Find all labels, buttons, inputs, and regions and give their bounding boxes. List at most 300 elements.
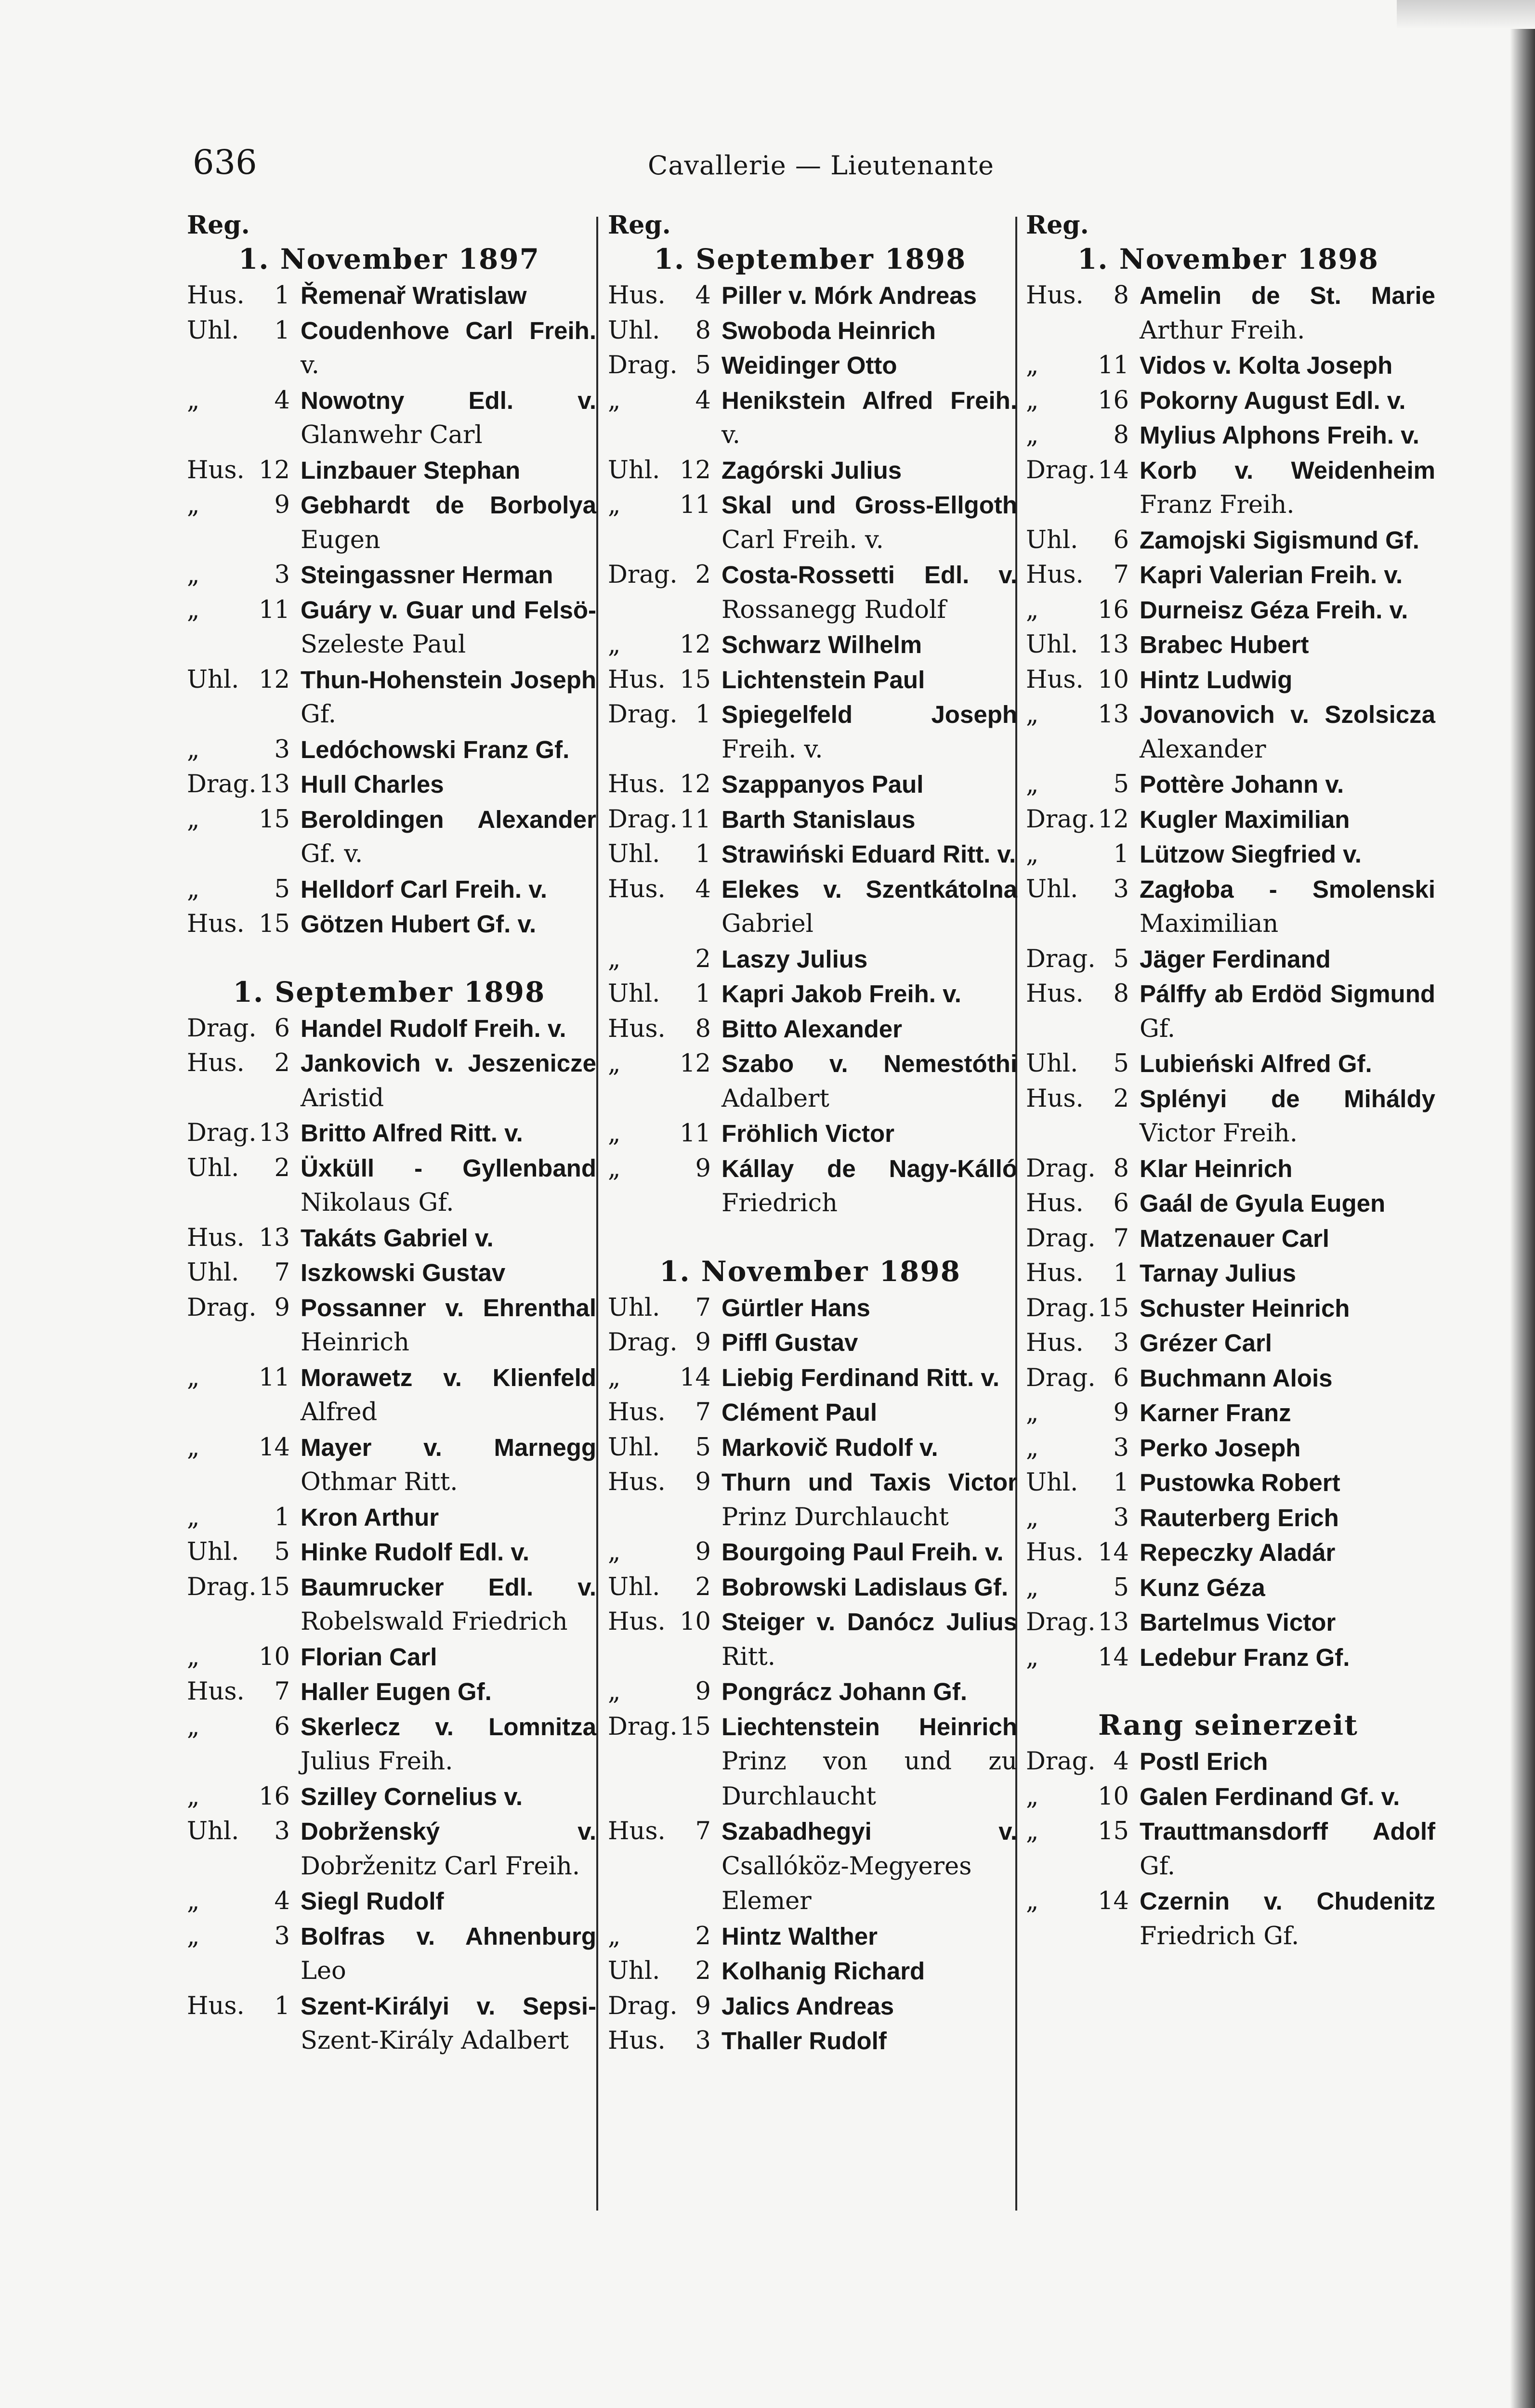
regiment-type: Uhl. bbox=[1026, 630, 1078, 659]
officer-name-text: Strawiński Eduard Ritt. v. bbox=[722, 840, 1016, 868]
regiment-number: 13 bbox=[1098, 630, 1129, 659]
officer-entry bbox=[608, 383, 1017, 453]
officer-name bbox=[722, 1814, 1017, 1919]
officer-entry bbox=[187, 1535, 596, 1570]
officer-entry bbox=[1026, 802, 1435, 838]
officer-name-text: Tarnay Julius bbox=[1140, 1259, 1297, 1287]
regiment-type: Hus. bbox=[608, 1468, 666, 1496]
officer-entry bbox=[1026, 1814, 1435, 1884]
regiment-type: Hus. bbox=[187, 456, 245, 484]
officer-name-text: Baumrucker Edl. v. Robelswald Friedrich bbox=[301, 1573, 596, 1636]
officer-name bbox=[722, 977, 1017, 1012]
officer-name-text: Lubieński Alfred Gf. bbox=[1140, 1050, 1372, 1077]
officer-name-text: Hinke Rudolf Edl. v. bbox=[301, 1538, 530, 1566]
regiment-type: „ bbox=[608, 1677, 621, 1706]
officer-name bbox=[1140, 278, 1435, 348]
officer-name-text: Liebig Ferdinand Ritt. v. bbox=[722, 1363, 1000, 1391]
officer-entry bbox=[187, 872, 596, 907]
officer-entry bbox=[187, 1116, 596, 1151]
officer-entry bbox=[187, 1640, 596, 1675]
officer-name bbox=[301, 872, 596, 907]
officer-name bbox=[301, 1570, 596, 1640]
regiment-number: 16 bbox=[259, 1782, 290, 1811]
officer-name bbox=[722, 697, 1017, 767]
officer-entry bbox=[1026, 942, 1435, 977]
officer-entry bbox=[608, 1361, 1017, 1396]
officer-entry bbox=[187, 383, 596, 453]
regiment-number: 6 bbox=[1113, 1189, 1129, 1217]
officer-name bbox=[301, 314, 596, 383]
regiment-type: „ bbox=[1026, 1643, 1039, 1672]
regiment-type: Drag. bbox=[187, 770, 257, 798]
officer-entry bbox=[608, 1047, 1017, 1116]
regiment-number: 5 bbox=[274, 1538, 290, 1566]
regiment-type: Drag. bbox=[1026, 456, 1096, 484]
officer-name-text: Nowotny Edl. v. Glanwehr Carl bbox=[301, 386, 596, 449]
regiment-type: Drag. bbox=[1026, 1608, 1096, 1636]
officer-entry bbox=[1026, 1780, 1435, 1815]
regiment-number: 1 bbox=[1113, 840, 1129, 868]
regiment-type: „ bbox=[608, 1049, 621, 1078]
regiment-number: 9 bbox=[695, 1991, 711, 2020]
regiment-number: 9 bbox=[1113, 1399, 1129, 1427]
officer-entry bbox=[608, 628, 1017, 663]
regiment-number: 4 bbox=[274, 1887, 290, 1915]
regiment-type: Hus. bbox=[608, 2027, 666, 2055]
officer-name bbox=[1140, 1640, 1435, 1675]
officer-entry bbox=[608, 314, 1017, 349]
officer-name-text: Thurn und Taxis Victor Prinz Durchlaucht bbox=[722, 1468, 1017, 1531]
regiment-number: 15 bbox=[680, 1712, 711, 1741]
officer-name bbox=[722, 1675, 1017, 1710]
officer-entry bbox=[608, 2024, 1017, 2059]
regiment-type: „ bbox=[608, 1922, 621, 1950]
regiment-type: Uhl. bbox=[1026, 875, 1078, 903]
regiment-number: 2 bbox=[274, 1153, 290, 1182]
regiment-type: Uhl. bbox=[1026, 1468, 1078, 1497]
regiment-number: 2 bbox=[274, 1049, 290, 1077]
officer-entry bbox=[608, 1465, 1017, 1535]
officer-name-text: Galen Ferdinand Gf. v. bbox=[1140, 1782, 1400, 1810]
officer-entry bbox=[608, 1430, 1017, 1466]
officer-name-text: Britto Alfred Ritt. v. bbox=[301, 1119, 523, 1147]
officer-name bbox=[722, 558, 1017, 628]
officer-name-text: Pálffy ab Erdöd Sigmund Gf. bbox=[1140, 980, 1435, 1043]
regiment-type: „ bbox=[187, 875, 200, 903]
officer-name bbox=[1140, 1221, 1435, 1256]
officer-name bbox=[1140, 942, 1435, 977]
officer-name bbox=[1140, 1326, 1435, 1361]
officer-name bbox=[1140, 453, 1435, 523]
officer-name bbox=[1140, 1884, 1435, 1954]
officer-name bbox=[301, 1256, 596, 1291]
officer-name bbox=[722, 1989, 1017, 2024]
officer-entry bbox=[1026, 348, 1435, 383]
officer-name bbox=[301, 558, 596, 593]
regiment-number: 9 bbox=[695, 1677, 711, 1706]
officer-name-text: Postl Erich bbox=[1140, 1748, 1268, 1775]
officer-entry bbox=[1026, 1361, 1435, 1396]
regiment-type: „ bbox=[608, 630, 621, 659]
officer-name-text: Kapri Jakob Freih. v. bbox=[722, 980, 961, 1008]
reg-caption: Reg. bbox=[1026, 210, 1089, 240]
regiment-type: Uhl. bbox=[608, 980, 660, 1008]
regiment-type: Uhl. bbox=[608, 1433, 660, 1462]
officer-name-text: Henikstein Alfred Freih. v. bbox=[722, 386, 1017, 449]
regiment-number: 12 bbox=[680, 770, 711, 798]
regiment-type: Uhl. bbox=[187, 1258, 239, 1287]
officer-name-text: Kunz Géza bbox=[1140, 1573, 1265, 1601]
officer-entry bbox=[1026, 872, 1435, 942]
officer-name-text: Dobrženský v. Dobrženitz Carl Freih. bbox=[301, 1818, 596, 1881]
officer-entry bbox=[608, 1395, 1017, 1430]
regiment-type: Drag. bbox=[1026, 1363, 1096, 1392]
regiment-number: 12 bbox=[680, 630, 711, 659]
officer-name bbox=[301, 1361, 596, 1430]
regiment-type: Hus. bbox=[608, 665, 666, 694]
regiment-number: 16 bbox=[1098, 595, 1129, 624]
officer-name bbox=[722, 872, 1017, 942]
officer-entry bbox=[1026, 593, 1435, 628]
regiment-number: 12 bbox=[680, 1049, 711, 1078]
officer-name-text: Thaller Rudolf bbox=[722, 2027, 887, 2055]
regiment-number: 7 bbox=[274, 1677, 290, 1706]
officer-name bbox=[301, 1780, 596, 1815]
regiment-number: 9 bbox=[274, 1293, 290, 1322]
officer-name bbox=[1140, 1605, 1435, 1640]
regiment-number: 14 bbox=[680, 1363, 711, 1392]
page-number: 636 bbox=[193, 143, 257, 182]
officer-name-text: Elekes v. Szentkátolna Gabriel bbox=[722, 875, 1017, 938]
regiment-type: „ bbox=[608, 944, 621, 973]
officer-entry bbox=[608, 1989, 1017, 2024]
officer-name-text: Weidinger Otto bbox=[722, 352, 897, 379]
regiment-number: 15 bbox=[259, 805, 290, 834]
officer-name bbox=[1140, 1570, 1435, 1606]
regiment-type: „ bbox=[1026, 1433, 1039, 1462]
officer-name-text: Bolfras v. Ahnenburg Leo bbox=[301, 1922, 596, 1985]
officer-name-text: Vidos v. Kolta Joseph bbox=[1140, 352, 1393, 379]
officer-name bbox=[301, 1919, 596, 1989]
regiment-type: Hus. bbox=[608, 770, 666, 798]
officer-entry bbox=[608, 1012, 1017, 1047]
officer-name-text: Hintz Walther bbox=[722, 1922, 878, 1950]
regiment-number: 3 bbox=[274, 1817, 290, 1845]
officer-name bbox=[301, 1221, 596, 1256]
regiment-type: Hus. bbox=[1026, 1329, 1084, 1357]
officer-name-text: Szabadhegyi v. Csallóköz-Megyeres Elemer bbox=[722, 1818, 1017, 1915]
regiment-number: 12 bbox=[680, 456, 711, 484]
officer-name bbox=[301, 1500, 596, 1535]
officer-name-text: Durneisz Géza Freih. v. bbox=[1140, 596, 1408, 624]
officer-name-text: Jäger Ferdinand bbox=[1140, 945, 1331, 973]
officer-name bbox=[1140, 1814, 1435, 1884]
officer-name bbox=[301, 663, 596, 733]
officer-name bbox=[301, 278, 596, 314]
officer-name-text: Trauttmansdorff Adolf Gf. bbox=[1140, 1818, 1435, 1881]
regiment-type: Hus. bbox=[1026, 1189, 1084, 1217]
regiment-number: 8 bbox=[695, 316, 711, 345]
officer-name-text: Zamojski Sigismund Gf. bbox=[1140, 526, 1419, 554]
officer-name-text: Fröhlich Victor bbox=[722, 1120, 894, 1147]
officer-name bbox=[722, 1325, 1017, 1361]
officer-entry bbox=[608, 278, 1017, 314]
officer-name-text: Pongrácz Johann Gf. bbox=[722, 1678, 968, 1705]
officer-name-text: Bartelmus Victor bbox=[1140, 1609, 1336, 1636]
officer-name bbox=[301, 1640, 596, 1675]
officer-name-text: Beroldingen Alexander Gf. v. bbox=[301, 805, 596, 868]
regiment-type: Hus. bbox=[608, 1014, 666, 1043]
column-2 bbox=[608, 211, 1017, 2214]
regiment-type: Hus. bbox=[608, 1817, 666, 1845]
rank-section bbox=[187, 973, 596, 2059]
officer-entry bbox=[187, 314, 596, 383]
officer-name-text: Klar Heinrich bbox=[1140, 1154, 1293, 1182]
column-1 bbox=[187, 211, 596, 2214]
officer-name-text: Florian Carl bbox=[301, 1643, 437, 1671]
officer-name bbox=[1140, 1744, 1435, 1780]
regiment-type: „ bbox=[187, 491, 200, 519]
officer-entry bbox=[1026, 383, 1435, 419]
officer-entry bbox=[1026, 1640, 1435, 1675]
officer-entry bbox=[1026, 453, 1435, 523]
regiment-number: 12 bbox=[259, 665, 290, 694]
officer-name bbox=[301, 802, 596, 872]
officer-name bbox=[301, 488, 596, 558]
officer-entry bbox=[187, 1780, 596, 1815]
officer-name bbox=[301, 383, 596, 453]
officer-entry bbox=[1026, 1152, 1435, 1187]
regiment-type: „ bbox=[1026, 1573, 1039, 1602]
officer-entry bbox=[608, 1814, 1017, 1919]
regiment-number: 15 bbox=[259, 910, 290, 938]
officer-name bbox=[1140, 767, 1435, 802]
section-date-heading: 1. November 1898 bbox=[1077, 243, 1379, 275]
regiment-type: Hus. bbox=[1026, 980, 1084, 1008]
regiment-number: 3 bbox=[274, 735, 290, 764]
officer-name bbox=[301, 1116, 596, 1151]
regiment-type: „ bbox=[1026, 351, 1039, 380]
regiment-type: Drag. bbox=[1026, 1294, 1096, 1322]
officer-name bbox=[722, 663, 1017, 698]
officer-name bbox=[1140, 1082, 1435, 1152]
regiment-number: 3 bbox=[274, 1922, 290, 1950]
regiment-number: 4 bbox=[1113, 1747, 1129, 1776]
scan-edge-right bbox=[1510, 0, 1535, 2408]
officer-name bbox=[722, 1570, 1017, 1605]
officer-entry bbox=[1026, 1396, 1435, 1431]
regiment-type: „ bbox=[187, 1503, 200, 1531]
regiment-type: Drag. bbox=[1026, 1224, 1096, 1253]
regiment-type: Uhl. bbox=[187, 665, 239, 694]
regiment-type: Hus. bbox=[187, 1991, 245, 2020]
officer-name-text: Szabo v. Nemestóthi Adalbert bbox=[722, 1050, 1017, 1113]
officer-name-text: Rauterberg Erich bbox=[1140, 1504, 1339, 1531]
officer-entry bbox=[187, 1500, 596, 1535]
regiment-type: „ bbox=[608, 386, 621, 415]
officer-name-text: Siegl Rudolf bbox=[301, 1887, 444, 1915]
regiment-number: 11 bbox=[680, 1119, 711, 1148]
officer-name bbox=[1140, 1047, 1435, 1082]
regiment-number: 10 bbox=[680, 1608, 711, 1636]
regiment-number: 1 bbox=[274, 281, 290, 310]
regiment-type: Hus. bbox=[187, 281, 245, 310]
officer-entry bbox=[1026, 697, 1435, 767]
officer-name bbox=[301, 907, 596, 942]
regiment-number: 11 bbox=[1098, 351, 1129, 380]
officer-name bbox=[722, 1012, 1017, 1047]
regiment-number: 9 bbox=[274, 491, 290, 519]
regiment-type: Drag. bbox=[608, 561, 678, 589]
officer-entry bbox=[608, 697, 1017, 767]
officer-entry bbox=[608, 488, 1017, 558]
officer-entry bbox=[1026, 1082, 1435, 1152]
officer-entry bbox=[1026, 1431, 1435, 1466]
regiment-type: Uhl. bbox=[1026, 1049, 1078, 1078]
regiment-number: 4 bbox=[695, 281, 711, 310]
officer-name-text: Pustowka Robert bbox=[1140, 1469, 1340, 1496]
officer-entry bbox=[187, 1151, 596, 1221]
officer-entry bbox=[608, 1605, 1017, 1675]
officer-name-text: Bourgoing Paul Freih. v. bbox=[722, 1538, 1004, 1566]
regiment-number: 9 bbox=[695, 1468, 711, 1496]
regiment-number: 9 bbox=[695, 1328, 711, 1357]
regiment-type: „ bbox=[187, 1363, 200, 1392]
officer-name bbox=[301, 593, 596, 663]
officer-entry bbox=[187, 1361, 596, 1430]
officer-entry bbox=[187, 907, 596, 942]
regiment-type: „ bbox=[1026, 1503, 1039, 1532]
officer-entry bbox=[1026, 278, 1435, 348]
regiment-type: „ bbox=[187, 561, 200, 589]
officer-entry bbox=[1026, 523, 1435, 558]
officer-entry bbox=[608, 802, 1017, 838]
regiment-type: „ bbox=[187, 1642, 200, 1671]
regiment-type: Drag. bbox=[1026, 1747, 1096, 1776]
officer-name-text: Korb v. Weidenheim Franz Freih. bbox=[1140, 456, 1435, 519]
regiment-type: Uhl. bbox=[1026, 525, 1078, 554]
regiment-type: Drag. bbox=[187, 1119, 257, 1147]
officer-name-text: Üxküll - Gyllenband Nikolaus Gf. bbox=[301, 1154, 596, 1217]
regiment-type: Hus. bbox=[187, 1049, 245, 1077]
regiment-number: 3 bbox=[1113, 875, 1129, 903]
rank-section bbox=[1026, 240, 1435, 1675]
officer-name bbox=[301, 1814, 596, 1884]
regiment-number: 12 bbox=[1098, 805, 1129, 834]
regiment-type: Drag. bbox=[608, 1328, 678, 1357]
officer-entry bbox=[608, 1116, 1017, 1152]
officer-name-text: Steingassner Herman bbox=[301, 561, 553, 589]
officer-name-text: Piller v. Mórk Andreas bbox=[722, 282, 977, 309]
officer-name bbox=[301, 1291, 596, 1361]
regiment-type: „ bbox=[187, 1712, 200, 1741]
officer-entry bbox=[1026, 663, 1435, 698]
officer-name-text: Amelin de St. Marie Arthur Freih. bbox=[1140, 282, 1435, 345]
regiment-type: Hus. bbox=[187, 910, 245, 938]
officer-name bbox=[1140, 523, 1435, 558]
officer-name bbox=[722, 1116, 1017, 1152]
regiment-type: Drag. bbox=[608, 1991, 678, 2020]
officer-name-text: Handel Rudolf Freih. v. bbox=[301, 1014, 566, 1042]
officer-name-text: Iszkowski Gustav bbox=[301, 1259, 506, 1286]
regiment-type: Drag. bbox=[608, 351, 678, 380]
officer-name bbox=[722, 628, 1017, 663]
officer-name-text: Piffl Gustav bbox=[722, 1329, 858, 1356]
officer-name bbox=[301, 733, 596, 768]
regiment-number: 8 bbox=[1113, 980, 1129, 1008]
officer-name-text: Coudenhove Carl Freih. v. bbox=[301, 316, 596, 380]
officer-name-text: Steiger v. Danócz Julius Ritt. bbox=[722, 1608, 1017, 1671]
regiment-type: „ bbox=[187, 735, 200, 764]
regiment-number: 2 bbox=[1113, 1084, 1129, 1113]
regiment-type: „ bbox=[187, 805, 200, 834]
officer-name-text: Jovanovich v. Szolsicza Alexander bbox=[1140, 701, 1435, 764]
regiment-number: 2 bbox=[695, 561, 711, 589]
officer-entry bbox=[1026, 1884, 1435, 1954]
officer-name bbox=[722, 1605, 1017, 1675]
regiment-number: 16 bbox=[1098, 386, 1129, 415]
officer-name bbox=[301, 1046, 596, 1116]
officer-name bbox=[1140, 977, 1435, 1047]
officer-entry bbox=[1026, 418, 1435, 453]
officer-name bbox=[1140, 1186, 1435, 1221]
officer-entry bbox=[608, 1675, 1017, 1710]
officer-entry bbox=[608, 977, 1017, 1012]
officer-name-text: Gaál de Gyula Eugen bbox=[1140, 1190, 1386, 1217]
officer-name-text: Laszy Julius bbox=[722, 945, 868, 973]
regiment-number: 4 bbox=[274, 386, 290, 415]
officer-entry bbox=[608, 942, 1017, 977]
regiment-number: 1 bbox=[1113, 1468, 1129, 1497]
regiment-type: „ bbox=[187, 1782, 200, 1811]
officer-name bbox=[1140, 837, 1435, 872]
officer-entry bbox=[187, 1046, 596, 1116]
officer-name bbox=[301, 1989, 596, 2059]
officer-name bbox=[1140, 628, 1435, 663]
regiment-type: Uhl. bbox=[608, 316, 660, 345]
officer-entry bbox=[608, 872, 1017, 942]
officer-name bbox=[722, 1361, 1017, 1396]
officer-name bbox=[722, 1395, 1017, 1430]
officer-name-text: Buchmann Alois bbox=[1140, 1364, 1333, 1392]
officer-entry bbox=[187, 278, 596, 314]
regiment-type: „ bbox=[187, 1887, 200, 1915]
regiment-type: Hus. bbox=[608, 1608, 666, 1636]
regiment-type: „ bbox=[1026, 840, 1039, 868]
officer-entry bbox=[608, 453, 1017, 488]
regiment-type: Hus. bbox=[187, 1677, 245, 1706]
officer-name bbox=[722, 1535, 1017, 1570]
regiment-type: Drag. bbox=[608, 805, 678, 834]
officer-name-text: Szent-Királyi v. Sepsi-Szent-Király Adalbert bbox=[301, 1992, 596, 2055]
officer-entry bbox=[1026, 1466, 1435, 1501]
section-date-heading: 1. September 1898 bbox=[233, 975, 546, 1008]
regiment-type: Drag. bbox=[187, 1572, 257, 1601]
officer-name bbox=[1140, 1431, 1435, 1466]
officer-name-text: Splényi de Miháldy Victor Freih. bbox=[1140, 1085, 1435, 1148]
regiment-type: „ bbox=[1026, 700, 1039, 729]
officer-name bbox=[1140, 1361, 1435, 1396]
officer-entry bbox=[187, 1919, 596, 1989]
officer-entry bbox=[1026, 837, 1435, 872]
officer-entry bbox=[608, 1535, 1017, 1570]
officer-name bbox=[1140, 1535, 1435, 1570]
officer-name bbox=[722, 2024, 1017, 2059]
officer-name bbox=[722, 314, 1017, 349]
officer-name-text: Skerlecz v. Lomnitza Julius Freih. bbox=[301, 1713, 596, 1776]
regiment-number: 3 bbox=[1113, 1433, 1129, 1462]
officer-name-text: Zagórski Julius bbox=[722, 456, 902, 484]
